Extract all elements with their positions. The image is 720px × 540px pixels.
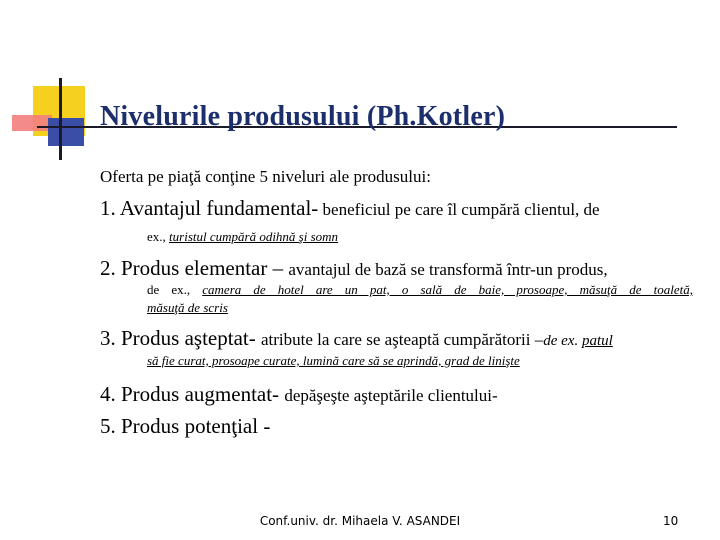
- level-3-heading: 3. Produs aşteptat-: [100, 326, 261, 350]
- page-number: 10: [663, 514, 679, 528]
- decor-vertical-line: [59, 78, 62, 160]
- level-2-example: [147, 282, 693, 298]
- level-1-heading: 1. Avantajul fundamental-: [100, 196, 319, 220]
- level-3: [100, 326, 613, 351]
- level-3-text: atribute la care se aşteaptă cumpărătorii –: [260, 330, 544, 349]
- level-1-example-line: turistul cumpără odihnă şi somn: [169, 229, 339, 244]
- level-3-example-line: să fie curat, prosoape curate, lumină care să se aprindă, grad de linişte: [147, 353, 520, 368]
- level-3-example: [147, 353, 520, 369]
- level-1-example: [147, 229, 338, 245]
- level-4: [100, 382, 498, 407]
- level-5: [100, 414, 270, 439]
- intro-text: Oferta pe piaţă conţine 5 niveluri ale produsului:: [100, 167, 431, 186]
- level-4-heading: 4. Produs augmentat-: [100, 382, 285, 406]
- level-1-example-prefix: ex.,: [147, 229, 170, 244]
- level-1: [100, 196, 600, 221]
- decor-red-bar: [12, 115, 52, 131]
- level-2-text: avantajul de bază se transformă într-un produs,: [288, 260, 608, 279]
- level-5-heading: 5. Produs potenţial -: [100, 414, 271, 438]
- decor-blue-square: [48, 118, 84, 146]
- level-2-example-line: camera de hotel are un pat, o sală de baie, prosoape, măsuţă de toaletă,: [202, 282, 694, 297]
- level-2-example-line2: măsuţă de scris: [147, 300, 228, 315]
- level-3-text-italic: de ex.: [543, 333, 582, 349]
- level-3-text-underline: patul: [581, 333, 613, 349]
- slide-title: Nivelurile produsului (Ph.Kotler): [100, 101, 506, 132]
- level-2-heading: 2. Produs elementar –: [100, 256, 289, 280]
- level-2: [100, 256, 608, 281]
- level-4-text: depăşeşte aşteptările clientului-: [284, 386, 498, 405]
- footer-author: Conf.univ. dr. Mihaela V. ASANDEI: [259, 514, 461, 528]
- level-2-example-cont: [147, 300, 228, 316]
- level-2-example-prefix: de ex.,: [147, 282, 203, 297]
- level-1-text: beneficiul pe care îl cumpără clientul, de: [318, 200, 600, 219]
